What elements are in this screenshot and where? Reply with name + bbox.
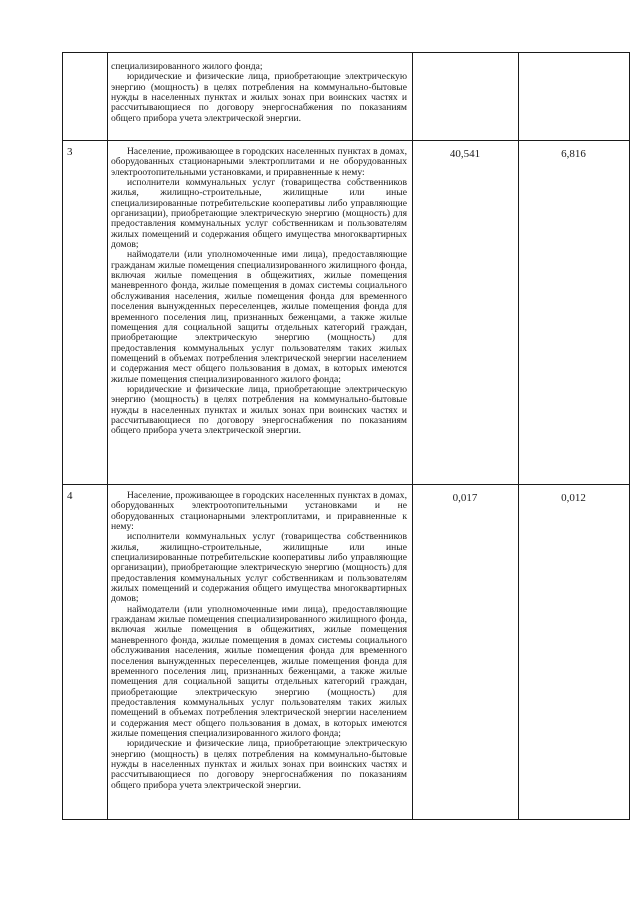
table-border-bottom <box>62 819 629 820</box>
row-separator-2 <box>62 484 629 485</box>
paragraph-population: Население, проживающее в городских населенных пунктах в домах, оборудованных стационарными электроплитами и не оборудованных электроотопительными установками, и приравненные к нему: <box>111 146 407 178</box>
row-number: 3 <box>67 146 73 158</box>
paragraph-legal-entities: юридические и физические лица, приобретающие электрическую энергию (мощность) в целях потребления на коммунально-бытовые нужды в населенных пунктах и жилых зонах при воинских частях и рассчитывающиеся по договору энергоснабжения по показаниям общего прибора учета электрической энергии. <box>111 738 407 791</box>
paragraph-executors: исполнители коммунальных услуг (товарищества собственников жилья, жилищно-строительные, жилищные или иные специализированные потребительские кооперативы либо управляющие организации), приобретающие электрическую энергию (мощность) для предоставления коммунальных услуг собственникам и пользователям жилых помещений и содержания общего имущества многоквартирных домов; <box>111 531 407 605</box>
table-border-left <box>62 52 63 820</box>
paragraph-landlords: наймодатели (или уполномоченные ими лица), предоставляющие гражданам жилые помещения специализированного жилищного фонда, включая жилые помещения в общежитиях, жилые помещения маневренного фонда, жилые помещения в домах системы социального обслуживания населения, жилые помещения фонда для временного поселения вынужденных переселенцев, жилые помещения фонда для временного поселения лиц, признанных беженцами, а также жилые помещения для социальной защиты отдельных категорий граждан, приобретающие электрическую энергию (мощность) для предоставления коммунальных услуг пользователям таких жилых помещений в объемах потребления электрической энергии населением и содержания мест общего пользования в домах, в которых имеются жилые помещения специализированного жилого фонда; <box>111 603 407 739</box>
value-col2: 6,816 <box>561 148 586 160</box>
row-separator-1 <box>62 140 629 141</box>
value-col1: 0,017 <box>452 492 478 504</box>
paragraph-population: Население, проживающее в городских населенных пунктах в домах, оборудованных электроотопительными установками и не оборудованных стационарными электроплитами, и приравненные к нему: <box>111 490 407 533</box>
value-col2: 0,012 <box>561 492 586 504</box>
value-col1: 40,541 <box>449 148 481 160</box>
table-border-col3 <box>518 52 519 820</box>
paragraph-executors: исполнители коммунальных услуг (товарищества собственников жилья, жилищно-строительные, жилищные или иные специализированные потребительские кооперативы либо управляющие организации), приобретающие электрическую энергию (мощность) для предоставления коммунальных услуг собственникам и пользователям жилых помещений и содержания общего имущества многоквартирных домов; <box>111 177 407 251</box>
table-border-col2 <box>412 52 413 820</box>
row-description <box>111 147 407 437</box>
table-border-right <box>629 52 630 820</box>
table-border-col1 <box>107 52 108 820</box>
row-description <box>111 491 407 791</box>
row-number: 4 <box>67 490 73 502</box>
table-border-top <box>62 52 629 53</box>
continuation-paragraph: юридические и физические лица, приобретающие электрическую энергию (мощность) в целях потребления на коммунально-бытовые нужды в населенных пунктах и жилых зонах при воинских частях и рассчитывающиеся по договору энергоснабжения по показаниям общего прибора учета электрической энергии. <box>111 71 407 124</box>
paragraph-legal-entities: юридические и физические лица, приобретающие электрическую энергию (мощность) в целях потребления на коммунально-бытовые нужды в населенных пунктах и жилых зонах при воинских частях и рассчитывающиеся по договору энергоснабжения по показаниям общего прибора учета электрической энергии. <box>111 383 407 437</box>
continuation-line: специализированного жилого фонда; <box>111 61 263 72</box>
row-continuation-text <box>111 62 407 124</box>
paragraph-landlords: наймодатели (или уполномоченные ими лица), предоставляющие гражданам жилые помещения специализированного жилищного фонда, включая жилые помещения в общежитиях, жилые помещения маневренного фонда, жилые помещения в домах системы социального обслуживания населения, жилые помещения фонда для временного поселения вынужденных переселенцев, жилые помещения фонда для временного поселения лиц, признанных беженцами, а также жилые помещения для социальной защиты отдельных категорий граждан, приобретающие электрическую энергию (мощность) для предоставления коммунальных услуг пользователям таких жилых помещений в объемах потребления электрической энергии населением и содержания мест общего пользования в домах, в которых имеются жилые помещения специализированного жилого фонда; <box>111 249 407 385</box>
